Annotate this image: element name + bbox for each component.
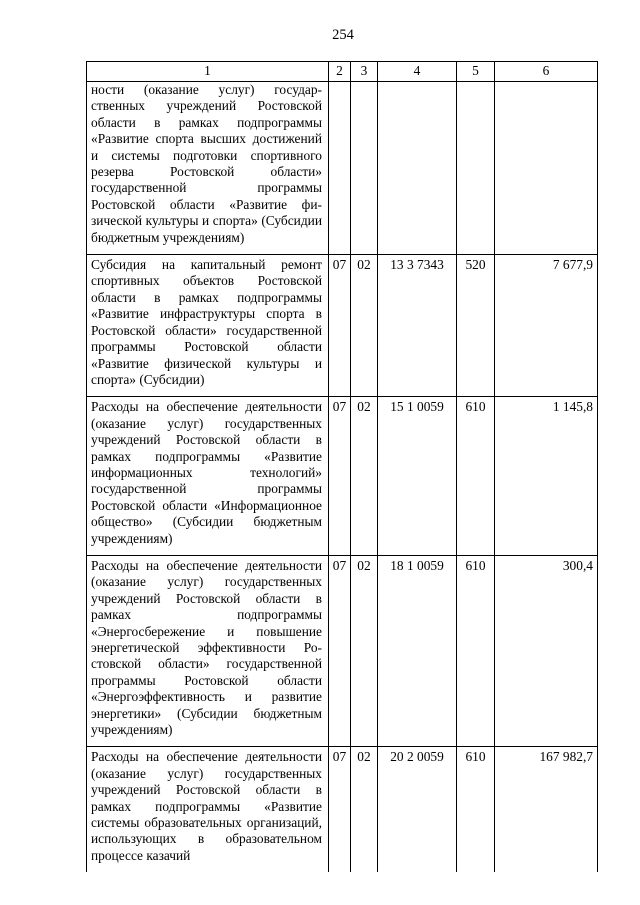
target-article-code: 18 1 0059 bbox=[378, 555, 457, 746]
target-article-code: 13 3 7343 bbox=[378, 255, 457, 397]
column-header: 2 bbox=[329, 62, 351, 82]
expense-name: ности (оказание услуг) государственных учреждений Ростовской области в рамках подпрограммы «Развитие спорта высших достижений и системы подготовки спортивного резерва Ростовской области» государственной программы Ростовской области «Развитие физической культуры и спорта» (Субсидии бюджетным учреждениям) bbox=[87, 82, 329, 255]
target-article-code bbox=[378, 82, 457, 255]
expense-type-code: 520 bbox=[457, 255, 495, 397]
expense-type-code: 610 bbox=[457, 397, 495, 556]
column-header: 5 bbox=[457, 62, 495, 82]
section-code: 07 bbox=[329, 397, 351, 556]
section-code bbox=[329, 82, 351, 255]
expense-name: Расходы на обеспечение деятельности (оказание услуг) государственных учреждений Ростовской области в рамках подпрограммы «Развитие информационных технологий» государственной программы Ростовской области «Информационное общество» (Субсидии бюджетным учреждениям) bbox=[87, 397, 329, 556]
column-header: 3 bbox=[351, 62, 378, 82]
budget-table bbox=[86, 61, 598, 872]
expense-name: Расходы на обеспечение деятельности (оказание услуг) государственных учреждений Ростовской области в рамках подпрограммы «Развитие системы образовательных организаций, использующих в образовательном процессе казачий bbox=[87, 747, 329, 872]
expense-name: Субсидия на капитальный ремонт спортивных объектов Ростовской области в рамках подпрограммы «Развитие инфраструктуры спорта в Ростовской области» государственной программы Ростовской области «Развитие физической культуры и спорта» (Субсидии) bbox=[87, 255, 329, 397]
section-code: 07 bbox=[329, 255, 351, 397]
table-row bbox=[87, 82, 598, 255]
expense-type-code: 610 bbox=[457, 555, 495, 746]
subsection-code: 02 bbox=[351, 255, 378, 397]
expense-type-code bbox=[457, 82, 495, 255]
page-number: 254 bbox=[332, 27, 354, 43]
table-row bbox=[87, 255, 598, 397]
target-article-code: 15 1 0059 bbox=[378, 397, 457, 556]
amount: 1 145,8 bbox=[495, 397, 598, 556]
expense-name: Расходы на обеспечение деятельности (оказание услуг) государственных учреждений Ростовской области в рамках подпрограммы «Энергосбережение и повышение энергетической эффективности Ростовской области» государственной программы Ростовской области «Энергоэффективность и развитие энергетики» (Субсидии бюджетным учреждениям) bbox=[87, 555, 329, 746]
subsection-code: 02 bbox=[351, 555, 378, 746]
subsection-code: 02 bbox=[351, 747, 378, 872]
table-row bbox=[87, 555, 598, 746]
column-header: 1 bbox=[87, 62, 329, 82]
amount: 300,4 bbox=[495, 555, 598, 746]
amount: 167 982,7 bbox=[495, 747, 598, 872]
column-header: 4 bbox=[378, 62, 457, 82]
amount: 7 677,9 bbox=[495, 255, 598, 397]
expense-type-code: 610 bbox=[457, 747, 495, 872]
column-header: 6 bbox=[495, 62, 598, 82]
section-code: 07 bbox=[329, 747, 351, 872]
amount bbox=[495, 82, 598, 255]
section-code: 07 bbox=[329, 555, 351, 746]
table-row bbox=[87, 397, 598, 556]
table-row bbox=[87, 747, 598, 872]
subsection-code bbox=[351, 82, 378, 255]
table-header-row bbox=[87, 62, 598, 82]
subsection-code: 02 bbox=[351, 397, 378, 556]
target-article-code: 20 2 0059 bbox=[378, 747, 457, 872]
